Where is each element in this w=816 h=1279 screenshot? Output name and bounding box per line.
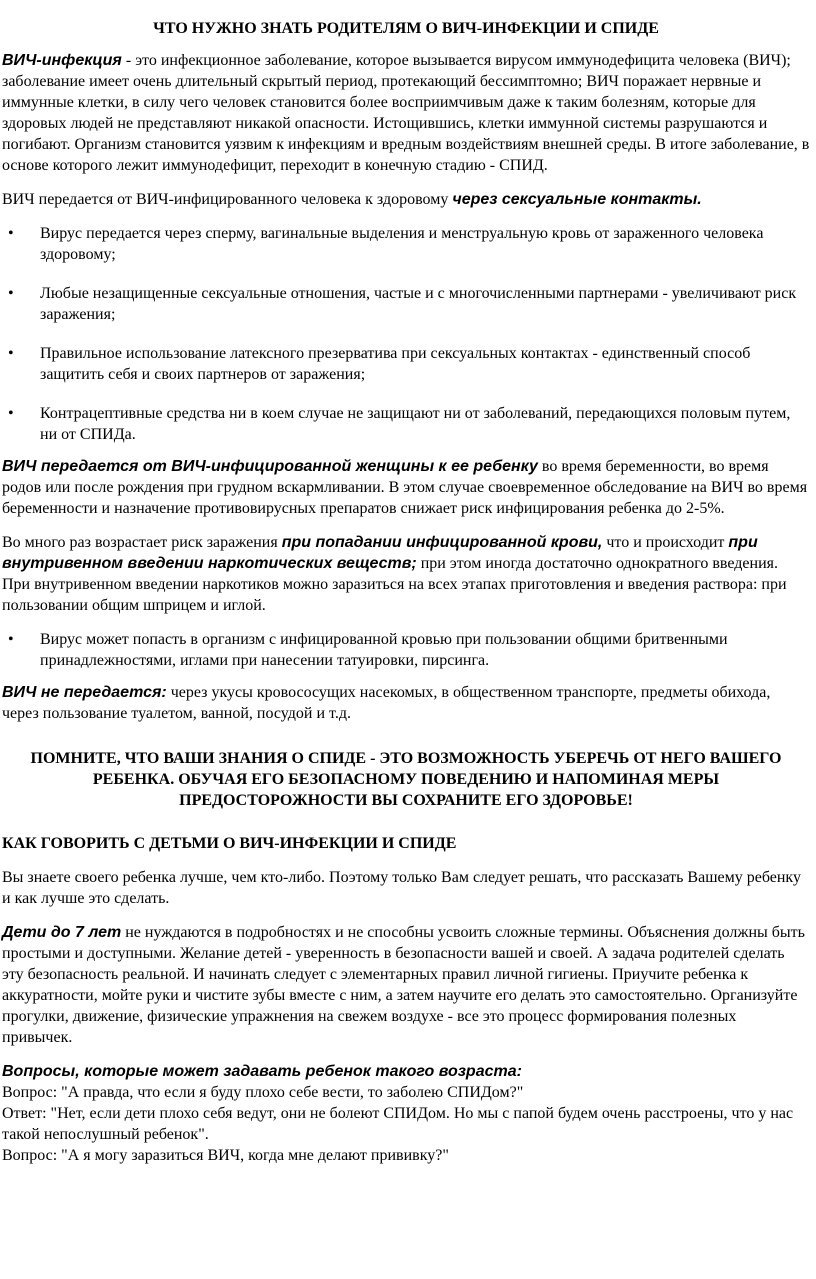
paragraph-hiv-definition xyxy=(2,50,810,176)
bullet-icon: • xyxy=(8,285,14,302)
paragraph-text: через укусы кровососущих насекомых, в общественном транспорте, предметы обихода, через пользование туалетом, ванной, посудой и т.д. xyxy=(2,684,771,722)
notice-block: ПОМНИТЕ, ЧТО ВАШИ ЗНАНИЯ О СПИДЕ - ЭТО ВОЗМОЖНОСТЬ УБЕРЕЧЬ ОТ НЕГО ВАШЕГО РЕБЕНКА. ОБУЧАЯ ЕГО БЕЗОПАСНОМУ ПОВЕДЕНИЮ И НАПОМИНАЯ МЕРЫ ПРЕДОСТОРОЖНОСТИ ВЫ СОХРАНИТЕ ЕГО ЗДОРОВЬЕ! xyxy=(30,750,782,809)
paragraph-mother-to-child xyxy=(2,456,810,519)
list-item xyxy=(2,403,810,445)
list-item-text: Контрацептивные средства ни в коем случае не защищают ни от заболеваний, передающихся половым путем, ни от СПИДа. xyxy=(40,405,791,443)
list-item xyxy=(2,343,810,385)
emphasis-sexual-contacts: через сексуальные контакты. xyxy=(452,191,702,208)
paragraph-children-under-7 xyxy=(2,922,810,1048)
emphasis-injection-drugs: при внутривенном введении наркотических веществ; xyxy=(2,534,758,572)
qa-heading: Вопросы, которые может задавать ребенок такого возраста: xyxy=(2,1063,522,1080)
paragraph-text: ВИЧ передается от ВИЧ-инфицированного человека к здоровому xyxy=(2,191,453,208)
list-item-text: Правильное использование латексного презерватива при сексуальных контактах - единственный способ защитить себя и своих партнеров от заражения; xyxy=(40,345,751,383)
term-hiv-infection: ВИЧ-инфекция xyxy=(2,52,122,69)
qa-block xyxy=(2,1061,810,1166)
paragraph-transmission-sexual xyxy=(2,189,810,210)
bullet-icon: • xyxy=(8,631,14,648)
emphasis-not-transmitted: ВИЧ не передается: xyxy=(2,684,167,701)
paragraph-text: не нуждаются в подробностях и не способны усвоить сложные термины. Объяснения должны быть простыми и доступными. Желание детей - уверенность в безопасности вашей и своей. А задача родителей сделать эту безопасность реальной. И начинать следует с элементарных правил личной гигиены. Приучите ребенка к аккуратности, мойте руки и чистите зубы вместе с ним, а затем научите его делать это самостоятельно. Организуйте прогулки, движение, физические упражнения на свежем воздухе - все это процесс формирования полезных привычек. xyxy=(2,924,805,1046)
paragraph-text: Во много раз возрастает риск заражения xyxy=(2,534,282,551)
paragraph-text: - это инфекционное заболевание, которое вызывается вирусом иммунодефицита человека (ВИЧ); заболевание имеет очень длительный скрытый период, протекающий бессимптомно; ВИЧ поражает нервные и иммунные клетки, в силу чего человек становится более восприимчивым даже к таким болезням, которые для здоровых людей не представляют никакой опасности. Истощившись, клетки иммунной системы разрушаются и погибают. Организм становится уязвим к инфекциям и вредным воздействиям внешней среды. В итоге заболевание, в основе которого лежит иммунодефицит, переходит в конечную стадию - СПИД. xyxy=(2,52,810,174)
list-item xyxy=(2,283,810,325)
paragraph-blood-transmission xyxy=(2,532,810,616)
qa-line: Вопрос: "А я могу заразиться ВИЧ, когда мне делают прививку?" xyxy=(2,1147,449,1164)
emphasis-infected-blood: при попадании инфицированной крови, xyxy=(281,534,603,551)
paragraph-text: при этом иногда достаточно однократного введения. При внутривенном введении наркотиков можно заразиться на всех этапах приготовления и введения раствора: при пользовании общим шприцем и иглой. xyxy=(2,555,787,614)
bullet-list-blood xyxy=(2,629,810,671)
bullet-list-sexual xyxy=(2,223,810,445)
bullet-icon: • xyxy=(8,225,14,242)
bullet-icon: • xyxy=(8,345,14,362)
emphasis-children-under-7: Дети до 7 лет xyxy=(2,924,122,941)
list-item-text: Любые незащищенные сексуальные отношения, частые и с многочисленными партнерами - увеличивают риск заражения; xyxy=(40,285,797,323)
paragraph-not-transmitted xyxy=(2,682,810,724)
emphasis-mother-to-child: ВИЧ передается от ВИЧ-инфицированной женщины к ее ребенку xyxy=(2,458,538,475)
list-item xyxy=(2,223,810,265)
document-title: ЧТО НУЖНО ЗНАТЬ РОДИТЕЛЯМ О ВИЧ-ИНФЕКЦИИ И СПИДЕ xyxy=(153,20,659,37)
list-item xyxy=(2,629,810,671)
paragraph-text: во время беременности, во время родов или после рождения при грудном вскармливании. В этом случае своевременное обследование на ВИЧ во время беременности и назначение противовирусных препаратов снижает риск инфицирования ребенка до 2-5%. xyxy=(2,458,808,517)
qa-line: Вопрос: "А правда, что если я буду плохо себе вести, то заболею СПИДом?" xyxy=(2,1084,524,1101)
section-heading: КАК ГОВОРИТЬ С ДЕТЬМИ О ВИЧ-ИНФЕКЦИИ И СПИДЕ xyxy=(2,835,457,852)
bullet-icon: • xyxy=(8,405,14,422)
list-item-text: Вирус передается через сперму, вагинальные выделения и менструальную кровь от зараженного человека здоровому; xyxy=(40,225,764,263)
paragraph-intro: Вы знаете своего ребенка лучше, чем кто-либо. Поэтому только Вам следует решать, что рассказать Вашему ребенку и как лучше это сделать. xyxy=(2,869,801,907)
qa-line: Ответ: "Нет, если дети плохо себя ведут, они не болеют СПИДом. Но мы с папой будем очень расстроены, что у нас такой непослушный ребенок". xyxy=(2,1105,794,1143)
list-item-text: Вирус может попасть в организм с инфицированной кровью при пользовании общими бритвенными принадлежностями, иглами при нанесении татуировки, пирсинга. xyxy=(40,631,728,669)
paragraph-text: что и происходит xyxy=(602,534,729,551)
